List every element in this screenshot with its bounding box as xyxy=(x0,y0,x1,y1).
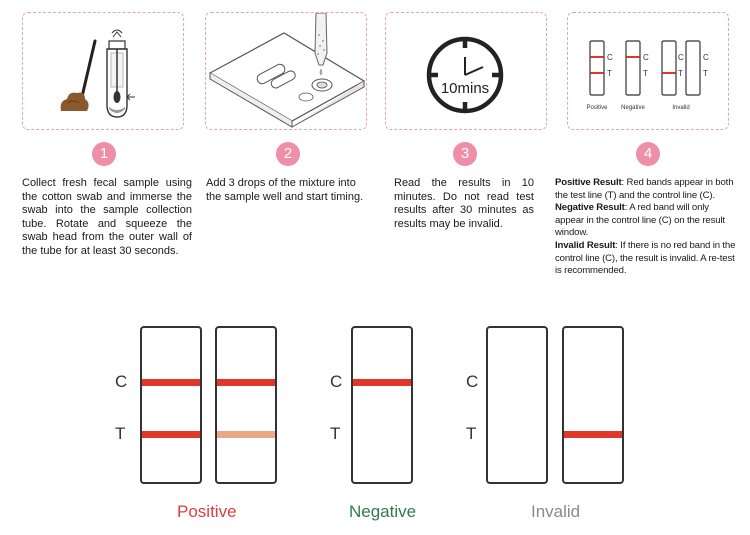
positive-c-label: C xyxy=(115,372,128,391)
negative-label: Negative xyxy=(349,502,417,521)
invalid-t-label: T xyxy=(466,424,477,443)
step-1-badge: 1 xyxy=(92,142,116,166)
negative-result-title: Negative Result xyxy=(555,202,625,214)
step-2-badge: 2 xyxy=(276,142,300,166)
clock-label: 10mins xyxy=(440,80,490,97)
mini-invalid-caption: Invalid xyxy=(672,105,690,111)
invalid-strip-2 xyxy=(562,326,624,484)
mini-c-label: C xyxy=(643,53,649,62)
mini-t-label: T xyxy=(607,69,612,78)
step-2-text: Add 3 drops of the mixture into the sample well and start timing. xyxy=(206,177,364,203)
control-band xyxy=(353,379,411,386)
mini-t-label: T xyxy=(703,69,708,78)
step-1-text: Collect fresh fecal sample using the cotton swab and immerse the swab into the sample collection tube. Rotate and squeeze the swab head from the outer wall of the tube for at least 30 seconds. xyxy=(22,177,192,257)
positive-strip-2 xyxy=(215,326,277,484)
mini-t-label: T xyxy=(678,69,683,78)
mini-c-label: C xyxy=(678,53,684,62)
test-band xyxy=(564,431,622,438)
step-4-badge: 4 xyxy=(636,142,660,166)
invalid-label: Invalid xyxy=(531,502,581,521)
mini-t-label: T xyxy=(643,69,648,78)
test-band-faint xyxy=(217,431,275,438)
invalid-result-text: : If there is no red band in the control line (C), the result is invalid. A re-test is recommended. xyxy=(555,239,736,277)
step-3-illustration xyxy=(385,12,547,130)
step-2-illustration xyxy=(205,12,367,130)
mini-c-label: C xyxy=(703,53,709,62)
mini-positive-caption: Positive xyxy=(586,105,608,111)
test-band xyxy=(142,431,200,438)
positive-t-label: T xyxy=(115,424,126,443)
positive-result-text: : Red bands appear in both the test line (T) and the control line (C). xyxy=(555,177,734,201)
step-1-illustration xyxy=(22,12,184,130)
mini-c-label: C xyxy=(607,53,613,62)
negative-strip xyxy=(351,326,413,484)
negative-result-text: : A red band will only appear in the control line (C) on the result window. xyxy=(555,202,725,239)
control-band xyxy=(217,379,275,386)
control-band xyxy=(142,379,200,386)
positive-strip-1 xyxy=(140,326,202,484)
positive-result-title: Positive Result xyxy=(555,177,622,188)
invalid-strip-1 xyxy=(486,326,548,484)
step-3-badge: 3 xyxy=(453,142,477,166)
step-4-text xyxy=(555,177,738,278)
step-4-illustration xyxy=(567,12,729,130)
invalid-c-label: C xyxy=(466,372,479,391)
positive-label: Positive xyxy=(177,502,237,521)
invalid-result-title: Invalid Result xyxy=(555,239,616,251)
mini-negative-caption: Negative xyxy=(621,105,645,111)
negative-t-label: T xyxy=(330,424,341,443)
step-3-text: Read the results in 10 minutes. Do not read test results after 30 minutes as results may be invalid. xyxy=(394,177,534,230)
negative-c-label: C xyxy=(330,372,343,391)
